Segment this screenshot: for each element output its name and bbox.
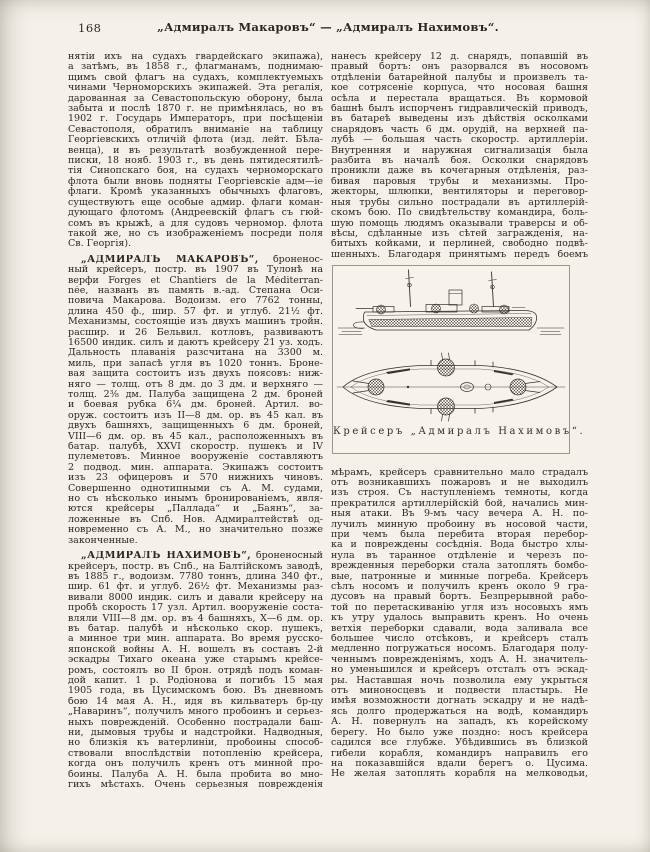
text-line: отъ возникавшихъ пожаровъ и не выходилъ: [331, 477, 588, 488]
text-line: въ батареѣ выведены изъ дѣйствія осколками: [331, 114, 588, 125]
text-line: той по перетаскиванію угля изъ носовыхъ ямъ: [331, 602, 588, 613]
text-line: ченнымъ поврежденіямъ, ходъ А. Н. значитель-: [331, 654, 588, 665]
text-line: а затѣмъ, въ 1858 г., флагманамъ, поднимаю-: [68, 62, 323, 73]
right-text-column: [331, 52, 588, 780]
text-line: 1905 года, въ Цусимскомъ бою. Въ дневномъ: [68, 686, 323, 697]
text-line: длина 450 ф., шир. 57 фт. и углуб. 21½ фт.: [68, 306, 323, 317]
text-line: шую помощь людямъ оказывали траверсы и об-: [331, 218, 588, 229]
text-line: расшир. и 26 Бельвил. котловъ, развиваютъ: [68, 327, 323, 338]
text-line: ный крейсеръ, постр. въ 1907 въ Тулонѣ на: [68, 265, 323, 276]
right-column-upper-text: [331, 52, 588, 260]
text-line: къ утру удалось выправить кренъ. Но очень: [331, 613, 588, 624]
text-line: мѣрамъ, крейсеръ сравнительно мало страдалъ: [331, 467, 588, 478]
text-line: повича Макарова. Водоизм. его 7762 тонны,: [68, 296, 323, 307]
text-line: сѣлъ носомъ и получилъ кренъ около 9 гра-: [331, 582, 588, 593]
text-line: ясь долго продержаться на водѣ, командиръ: [331, 706, 588, 717]
text-line: прекратился артиллерійскій бой, начались мин-: [331, 498, 588, 509]
text-line: 16500 индик. силъ и даютъ крейсеру 21 уз. ходъ.: [68, 337, 323, 348]
text-line: нанесъ крейсеру 12 д. снарядъ, попавшій въ: [331, 52, 588, 62]
text-line: дусовъ на правый бортъ. Безпрерывной рабо-: [331, 592, 588, 603]
text-line: а минное три мин. аппарата. Во время русско-: [68, 634, 323, 645]
text-line: лучилъ минную пробоину въ носовой части,: [331, 519, 588, 530]
text-line: Севастополя, обратилъ вниманіе на таблицу: [68, 124, 323, 135]
text-line: дой капит. 1 р. Родіонова и погибъ 15 мая: [68, 675, 323, 686]
text-line: но съ нѣсколько инымъ бронированіемъ, явля-: [68, 494, 323, 505]
text-line: Внутренняя и наружная сигнализація была: [331, 145, 588, 156]
text-line: эскадры Тихаго океана уже старымъ крейсе-: [68, 655, 323, 666]
right-column-lower-text: [331, 468, 588, 780]
text-line: ются крейсеры „Паллада“ и „Баянъ“, за-: [68, 504, 323, 515]
text-line: ка и повреждены сосѣднія. Вода быстро хлы-: [331, 540, 588, 551]
text-line: снарядовъ часть 6 дм. орудій, на верхней па-: [331, 124, 588, 135]
text-line: большее число отсѣковъ, и крейсеръ сталъ: [331, 634, 588, 645]
text-line: чинами Черноморскихъ экипажей. Эта регалія,: [68, 83, 323, 94]
text-line: кое сотрясеніе корпуса, что носовая башня: [331, 83, 588, 94]
text-line: изъ 23 офицеровъ и 570 нижнихъ чиновъ.: [68, 473, 323, 484]
text-line: скомъ бою. По свидѣтельству командира, боль-: [331, 208, 588, 219]
text-line: сомъ въ крыжѣ, а для судовъ черномор. флота: [68, 218, 323, 229]
entry-heading-line: „АДМИРАЛЪ МАКАРОВЪ“, броненос-: [81, 254, 323, 265]
text-line: вивали 8000 индик. силъ и давали крейсеру на: [68, 592, 323, 603]
text-line: 2 подвод. мин. аппарата. Экипажъ состоитъ: [68, 462, 323, 473]
text-line: ложенные въ Спб. Нов. Адмиралтействѣ од-: [68, 514, 323, 525]
text-line: боины. Палуба А. Н. была пробита во мно-: [68, 769, 323, 780]
text-line: вая защита состоитъ изъ двухъ поясовъ: ниж-: [68, 369, 323, 380]
text-line: изъ строя. Съ наступленіемъ темноты, когда: [331, 488, 588, 499]
text-line: миль, при запасѣ угля въ 1020 тоннъ. Броне-: [68, 358, 323, 369]
text-line: гибели корабля, командиръ направилъ его: [331, 748, 588, 759]
text-line: существуютъ еще особые адмир. флаги коман-: [68, 197, 323, 208]
text-line: шир. 61 фт. и углуб. 26½ фт. Механизмы раз-: [68, 582, 323, 593]
text-line: въ батар. палубѣ и нѣсколько скор. пушекъ,: [68, 623, 323, 634]
entry-title: „АДМИРАЛЪ МАКАРОВЪ“,: [81, 254, 259, 265]
text-line: башнѣ былъ испорченъ гидравлическій приводъ,: [331, 104, 588, 115]
text-line: правый бортъ: онъ разорвался въ носовомъ: [331, 62, 588, 73]
text-line: но уменьшился и крейсеръ отсталъ отъ эскад-: [331, 665, 588, 676]
text-line: ныя атаки. Въ 9-мъ часу вечера А. Н. по-: [331, 509, 588, 520]
ship-plan-view-illustration: [337, 353, 565, 421]
text-line: при чемъ была перебита вторая перебор-: [331, 529, 588, 540]
text-line: бою 14 мая А. Н., идя въ кильватеръ бр-цу: [68, 696, 323, 707]
text-line: новременно съ А. М., но значительно позже: [68, 525, 323, 536]
text-line: и боевая рубка 6¼ дм. броней. Артил. во-: [68, 400, 323, 411]
text-line: дарованная за Севастопольскую оборону, была: [68, 93, 323, 104]
text-line: оруж. состоитъ изъ II—8 дм. ор. въ 45 кал. въ: [68, 410, 323, 421]
text-line: въ 1885 г., водоизм. 7780 тоннъ, длина 340 фт.,: [68, 571, 323, 582]
ship-side-view-illustration: [338, 270, 564, 335]
text-line: такой же, но съ изображеніемъ посреди поля: [68, 228, 323, 239]
text-line: „Наваринъ“, получилъ много пробоинъ и серьез-: [68, 707, 323, 718]
figure-frame: [332, 265, 586, 453]
text-line: батар. палубѣ, XXVI скоростр. пушекъ и IV: [68, 442, 323, 453]
text-line: забыта и послѣ 1870 г. не примѣнялась, но въ: [68, 104, 323, 115]
text-line: Св. Георгія).: [68, 239, 132, 250]
text-line: ветхія переборки сдавали, вода заливала все: [331, 623, 588, 634]
text-line: имѣя возможности догнать эскадру и не надѣ-: [331, 696, 588, 707]
text-line: медленно погружаться носомъ. Благодаря полу-: [331, 644, 588, 655]
text-line: вые, патронные и минные погреба. Крейсеръ: [331, 571, 588, 582]
text-line: берегу. Но было уже поздно: носъ крейсера: [331, 727, 588, 738]
text-line: флота были вновь подняты Георгіевскіе адм—іе: [68, 176, 323, 187]
entry-heading-line: „АДМИРАЛЪ НАХИМОВЪ“, броненосный: [81, 551, 323, 562]
left-text-column: [68, 52, 323, 790]
text-line: разбита въ началѣ боя. Осколки снарядовъ: [331, 156, 588, 167]
text-line: Совершенно однотипными съ А. М. судами,: [68, 483, 323, 494]
text-line: ни, дымовыя трубы и надстройки. Надводныя,: [68, 728, 323, 738]
text-line: пулеметовъ. Минное вооруженіе составляютъ: [68, 452, 323, 463]
text-line: крейсеръ, постр. въ Спб., на Балтійскомъ заводѣ,: [68, 561, 323, 572]
text-line: японской войны А. Н. вошелъ въ составъ 2-й: [68, 644, 323, 655]
text-line: толщ. 2⅜ дм. Палуба защищена 2 дм. броней: [68, 390, 323, 400]
text-line: ромъ, состоялъ во II брон. отрядѣ подъ коман-: [68, 665, 323, 676]
text-line: щимъ свой флагъ на судахъ, комплектуемыхъ: [68, 72, 323, 83]
text-line: VIII—6 дм. ор. въ 45 кал., расположенныхъ въ: [68, 431, 323, 442]
text-line: отъ миноносцевъ и подвести пластырь. Не: [331, 686, 588, 697]
text-line: гихъ мѣстахъ. Очень серьезныя поврежденія: [68, 780, 323, 791]
text-line: когда онъ получилъ кренъ отъ минной про-: [68, 759, 323, 770]
text-line: 1902 г. Государь Императоръ, при посѣщеніи: [68, 114, 323, 125]
text-line: жекторы, шлюпки, вентиляторы и переговор-: [331, 187, 588, 198]
text-line: шенныхъ. Благодаря принятымъ передъ боемъ: [331, 249, 588, 260]
text-line: нула въ таранное отдѣленіе и черезъ по-: [331, 550, 588, 561]
text-line: ныя трубы сильно пострадали въ артиллерій-: [331, 197, 588, 208]
text-line: ствовали впослѣдствіи потопленію крейсера,: [68, 748, 323, 759]
text-line: проникли даже въ кочегарныя отдѣленія, раз-: [331, 166, 588, 177]
page-number: 168: [78, 21, 102, 35]
text-line: на показавшійся вдали берегъ о. Цусима.: [331, 758, 588, 769]
text-line: А. Н. повернулъ на западъ, къ корейскому: [331, 717, 588, 728]
text-line: двухъ башняхъ, защищенныхъ 6 дм. броней,: [68, 421, 323, 432]
cruiser-illustration: [336, 269, 566, 424]
text-line: пробѣ скорость 17 узл. Артил. вооруженіе соста-: [68, 603, 323, 614]
text-line: но близкія къ ватерлиніи, пробоины способ-: [68, 738, 323, 749]
text-line: отдѣленіи батарейной палубы и произвелъ та-: [331, 72, 588, 83]
text-line: ныхъ поврежденій. Особенно пострадали баш-: [68, 717, 323, 728]
text-line: верфи Forges et Chantiers de la Méditerran-: [68, 275, 323, 286]
text-line: Дальность плаванія разсчитана на 3300 м.: [68, 348, 323, 359]
text-line: née, названъ въ память в.-ад. Степана Оси-: [68, 285, 323, 296]
text-line: лубѣ — большая часть скоростр. артиллеріи.: [331, 135, 588, 146]
text-line: врежденныя переборки стала затоплять бомбо-: [331, 561, 588, 572]
text-line: законченные.: [68, 535, 138, 546]
text-line: вѣсы, сдѣланные изъ сѣтей загражденія, на-: [331, 228, 588, 239]
entry-title: „АДМИРАЛЪ НАХИМОВЪ“,: [81, 551, 252, 562]
text-line: ры. Наставшая ночь позволила ему укрыться: [331, 675, 588, 686]
text-line: осѣла и перестала вращаться. Въ кормовой: [331, 93, 588, 104]
text-line: бивая паровыя трубы и механизмы. Про-: [331, 176, 588, 187]
text-line: венца), и въ результатѣ возбужденной пере-: [68, 145, 323, 156]
text-line: Не желая затоплять корабля на мелководьи,: [331, 769, 588, 780]
text-line: тія Синопскаго боя, на судахъ черноморскаго: [68, 166, 323, 177]
text-line: писки, 18 нояб. 1903 г., въ день пятидесятилѣ-: [68, 156, 323, 167]
text-line: Механизмы, состоящіе изъ двухъ машинъ тройн.: [68, 317, 323, 328]
text-line: нятіи ихъ на судахъ гвардейскаго экипажа),: [68, 52, 323, 62]
text-line: битыхъ койками, и перлиней, свободно подвѣ-: [331, 239, 588, 250]
text-line: Георгіевскихъ отличій флота (изд. лейт. Бѣла-: [68, 135, 323, 146]
figure-caption: Крейсеръ „Адмиралъ Нахимовъ“.: [333, 426, 586, 438]
text-line: дующаго флотомъ (Андреевскій флагъ съ гюй-: [68, 208, 323, 219]
text-line: садился все глубже. Убѣдившись въ близкой: [331, 738, 588, 749]
text-line: флаги. Кромѣ указанныхъ обычныхъ флаговъ,: [68, 187, 323, 198]
running-header-title: „Адмиралъ Макаровъ“ — „Адмиралъ Нахимовъ“.: [157, 20, 499, 34]
text-line: вляли VIII—8 дм. ор. въ 4 башняхъ, X—6 дм. ор.: [68, 613, 323, 624]
text-line: няго — толщ. отъ 8 дм. до 3 дм. и верхняго —: [68, 379, 323, 390]
